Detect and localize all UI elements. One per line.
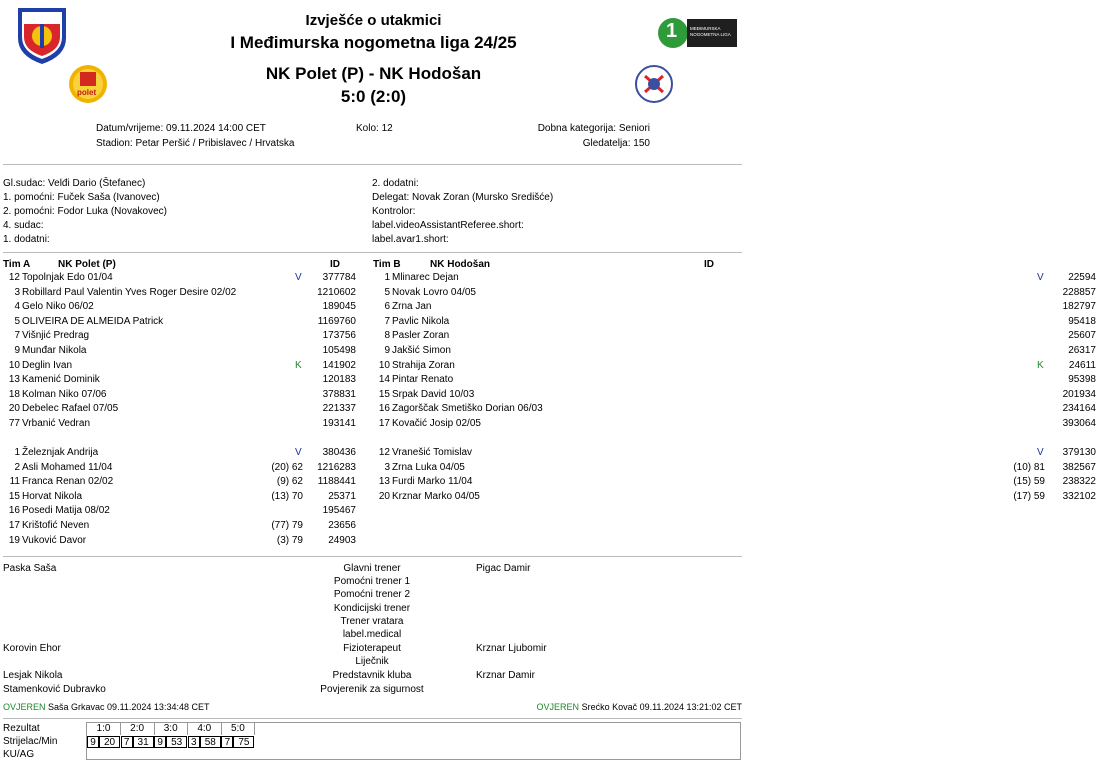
player-number: 5	[384, 286, 390, 298]
player-sub-minute: (17) 59	[1013, 490, 1045, 502]
player-role-mark: V	[295, 447, 302, 458]
official-left-line: 4. sudac:	[3, 220, 44, 231]
away-verified-text: Srećko Kovač 09.11.2024 13:21:02 CET	[581, 702, 742, 712]
player-id: 95418	[1068, 315, 1096, 327]
player-id: 382567	[1062, 461, 1096, 473]
player-number: 7	[14, 330, 20, 342]
player-number: 12	[8, 272, 20, 283]
player-id: 201934	[1062, 388, 1096, 400]
goal-scorer-number: 3	[188, 736, 200, 748]
player-id: 1188441	[317, 476, 356, 488]
player-id: 379130	[1062, 447, 1096, 458]
player-id: 24611	[1068, 359, 1096, 371]
team-a-id-header: ID	[330, 259, 340, 270]
player-number: 14	[378, 374, 390, 386]
player-name: Novak Lovro 04/05	[392, 286, 476, 298]
player-id: 173756	[322, 330, 356, 342]
player-row	[370, 490, 1096, 504]
home-verified-text: Saša Grkavac 09.11.2024 13:34:48 CET	[48, 702, 210, 712]
player-name: Pasler Zoran	[392, 330, 450, 342]
staff-away-name: Pigac Damir	[476, 563, 531, 574]
staff-away-name: Krznar Damir	[476, 670, 535, 681]
team-a-name: NK Polet (P)	[58, 259, 116, 270]
player-number: 9	[14, 345, 20, 356]
away-verified-status: OVJEREN	[536, 702, 580, 712]
player-sub-minute: (13) 70	[271, 490, 303, 502]
staff-home-name: Stamenković Dubravko	[3, 684, 106, 695]
player-id: 25371	[328, 490, 356, 502]
official-left-line: Gl.sudac: Velđi Dario (Štefanec)	[3, 178, 146, 189]
staff-role: Predstavnik kluba	[332, 670, 412, 681]
player-id: 234164	[1062, 403, 1096, 415]
match-title: NK Polet (P) - NK Hodošan	[265, 64, 482, 83]
player-number: 10	[378, 359, 390, 371]
player-number: 5	[14, 315, 20, 327]
player-name: Horvat Nikola	[22, 490, 83, 502]
player-id: 221337	[322, 403, 356, 415]
player-row	[0, 417, 370, 431]
match-datetime: Datum/vrijeme: 09.11.2024 14:00 CET	[96, 123, 266, 134]
player-id: 380436	[322, 447, 356, 458]
goal-score: 3:0	[154, 723, 188, 735]
player-name: Robillard Paul Valentin Yves Roger Desire 02/02	[22, 286, 237, 298]
official-right-line: label.videoAssistantReferee.short:	[372, 220, 524, 231]
player-role-mark: V	[1037, 447, 1044, 458]
player-id: 228857	[1062, 286, 1096, 298]
player-row	[0, 359, 370, 373]
player-row	[370, 402, 1096, 416]
player-name: Pavlic Nikola	[392, 315, 450, 327]
player-number: 13	[8, 374, 20, 386]
player-number: 16	[8, 505, 20, 517]
player-number: 13	[378, 476, 390, 488]
player-number: 6	[384, 301, 390, 313]
player-role-mark: K	[295, 359, 302, 371]
player-number: 15	[378, 388, 390, 400]
goal-scorer-number: 7	[121, 736, 133, 748]
player-id: 1210602	[317, 286, 356, 298]
player-number: 77	[8, 418, 20, 429]
player-row	[0, 446, 370, 460]
team-b-label: Tim B	[373, 259, 401, 270]
player-name: OLIVEIRA DE ALMEIDA Patrick	[22, 315, 164, 327]
goal-score: 1:0	[87, 723, 121, 735]
goal-scorer-number: 9	[154, 736, 166, 748]
player-name: Krznar Marko 04/05	[392, 490, 480, 502]
official-right-line: 2. dodatni:	[372, 178, 419, 189]
player-name: Vrbanić Vedran	[22, 418, 91, 429]
player-sub-minute: (10) 81	[1013, 461, 1045, 473]
home-verified-status: OVJEREN	[3, 702, 46, 712]
player-number: 9	[384, 345, 390, 356]
player-row	[370, 373, 1096, 387]
player-name: Kolman Niko 07/06	[22, 388, 107, 400]
player-number: 7	[384, 315, 390, 327]
staff-role: Trener vratara	[340, 616, 404, 627]
player-row	[0, 534, 370, 548]
goal-minute: 20	[99, 736, 120, 748]
goal-score: 4:0	[188, 723, 222, 735]
player-role-mark: V	[1037, 272, 1044, 283]
player-name: Asli Mohamed 11/04	[22, 461, 113, 473]
team-b-name: NK Hodošan	[430, 259, 490, 270]
player-row	[0, 329, 370, 343]
player-number: 12	[378, 447, 390, 458]
player-number: 10	[8, 359, 20, 371]
staff-home-name: Paska Saša	[3, 563, 57, 574]
staff-role: Fizioterapeut	[343, 643, 401, 654]
player-sub-minute: (77) 79	[271, 520, 303, 531]
report-title: Izvješće o utakmici	[305, 12, 442, 29]
staff-role: Kondicijski trener	[333, 603, 411, 614]
staff-role: Povjerenik za sigurnost	[320, 684, 424, 695]
staff-role: Pomoćni trener 1	[333, 576, 411, 587]
league-logo-caption: MEĐIMURSKA NOGOMETNA LIGA	[690, 26, 731, 37]
player-name: Kovačić Josip 02/05	[392, 418, 481, 429]
player-row	[370, 329, 1096, 343]
goal-minute: 58	[200, 736, 221, 748]
player-row	[0, 388, 370, 402]
player-name: Kamenić Dominik	[22, 374, 100, 386]
player-row	[0, 504, 370, 518]
player-role-mark: K	[1037, 359, 1044, 371]
player-row	[0, 490, 370, 504]
player-number: 11	[9, 476, 20, 488]
player-number: 1	[384, 272, 390, 283]
player-id: 377784	[322, 272, 356, 283]
player-row	[0, 475, 370, 489]
staff-home-name: Lesjak Nikola	[3, 670, 63, 681]
player-name: Pintar Renato	[392, 374, 454, 386]
player-number: 17	[8, 520, 20, 531]
result-grid-frame	[86, 722, 741, 760]
team-b-id-header: ID	[704, 259, 714, 270]
player-row	[0, 402, 370, 416]
official-left-line: 1. dodatni:	[3, 234, 50, 245]
player-row	[370, 271, 1096, 285]
player-name: Topolnjak Edo 01/04	[22, 272, 113, 283]
player-number: 4	[14, 301, 20, 313]
age-category: Dobna kategorija: Seniori	[537, 123, 650, 134]
staff-role: Glavni trener	[343, 563, 401, 574]
player-name: Srpak David 10/03	[392, 388, 475, 400]
official-right-line: Kontrolor:	[372, 206, 416, 217]
player-id: 141902	[322, 359, 356, 371]
player-id: 1216283	[317, 461, 356, 473]
player-id: 105498	[322, 345, 356, 356]
player-sub-minute: (9) 62	[276, 476, 303, 488]
match-round: Kolo: 12	[356, 123, 393, 134]
player-number: 3	[14, 286, 20, 298]
player-row	[370, 417, 1096, 431]
player-id: 182797	[1062, 301, 1096, 313]
player-role-mark: V	[295, 272, 302, 283]
player-sub-minute: (15) 59	[1013, 476, 1045, 488]
player-row	[370, 300, 1096, 314]
official-right-line: label.avar1.short:	[372, 234, 449, 245]
player-row	[0, 286, 370, 300]
player-name: Višnjić Predrag	[22, 330, 90, 342]
player-number: 1	[14, 447, 20, 458]
player-name: Zagorščak Smetiško Dorian 06/03	[392, 403, 543, 415]
official-right-line: Delegat: Novak Zoran (Mursko Središće)	[372, 192, 554, 203]
player-number: 20	[378, 490, 390, 502]
player-name: Munđar Nikola	[22, 345, 87, 356]
staff-role: Liječnik	[355, 656, 389, 667]
scorers-label: Strijelac/Min	[3, 736, 58, 747]
player-id: 1169760	[317, 315, 356, 327]
home-verification	[3, 702, 209, 712]
player-row	[370, 315, 1096, 329]
player-number: 15	[8, 490, 20, 502]
result-label: Rezultat	[3, 723, 40, 734]
player-number: 18	[8, 388, 20, 400]
staff-role: Pomoćni trener 2	[333, 589, 411, 600]
player-row	[370, 475, 1096, 489]
player-id: 332102	[1062, 490, 1096, 502]
player-name: Zrna Luka 04/05	[392, 461, 465, 473]
player-id: 393064	[1062, 418, 1096, 429]
goal-minute: 53	[166, 736, 187, 748]
player-name: Jakšić Simon	[392, 345, 451, 356]
player-id: 378831	[322, 388, 356, 400]
player-row	[370, 359, 1096, 373]
player-row	[370, 461, 1096, 475]
staff-role: label.medical	[342, 629, 402, 640]
official-left-line: 2. pomoćni: Fodor Luka (Novakovec)	[3, 206, 167, 217]
player-name: Debelec Rafael 07/05	[22, 403, 119, 415]
player-name: Vuković Davor	[22, 534, 87, 546]
player-row	[370, 446, 1096, 460]
goal-scorer-number: 9	[87, 736, 99, 748]
player-row	[0, 519, 370, 533]
team-a-label: Tim A	[3, 259, 31, 270]
player-number: 8	[384, 330, 390, 342]
player-row	[370, 388, 1096, 402]
player-id: 23656	[328, 520, 356, 531]
player-id: 22594	[1068, 272, 1096, 283]
player-number: 2	[14, 461, 20, 473]
away-verification	[537, 702, 742, 712]
spectators: Gledatelja: 150	[582, 138, 650, 149]
player-row	[0, 271, 370, 285]
goal-score: 2:0	[121, 723, 155, 735]
player-name: Krištofić Neven	[22, 520, 90, 531]
player-row	[370, 344, 1096, 358]
player-name: Posedi Matija 08/02	[22, 505, 110, 517]
player-name: Železnjak Andrija	[22, 447, 99, 458]
player-id: 95398	[1068, 374, 1096, 386]
staff-home-name: Korovin Ehor	[3, 643, 61, 654]
goal-scorer-number: 7	[221, 736, 233, 748]
player-id: 189045	[322, 301, 356, 313]
staff-away-name: Krznar Ljubomir	[476, 643, 547, 654]
player-number: 3	[384, 461, 390, 473]
match-stadium: Stadion: Petar Peršić / Pribislavec / Hrvatska	[96, 138, 295, 149]
official-left-line: 1. pomoćni: Fuček Saša (Ivanovec)	[3, 192, 160, 203]
player-name: Strahija Zoran	[392, 359, 455, 371]
player-sub-minute: (20) 62	[271, 461, 303, 473]
player-id: 193141	[322, 418, 356, 429]
cards-label: KU/AG	[3, 749, 35, 760]
player-name: Mlinarec Dejan	[392, 272, 459, 283]
player-id: 25607	[1068, 330, 1096, 342]
player-row	[0, 461, 370, 475]
player-name: Vranešić Tomislav	[392, 447, 473, 458]
player-number: 20	[8, 403, 20, 415]
player-name: Deglin Ivan	[22, 359, 73, 371]
player-row	[0, 344, 370, 358]
player-number: 17	[378, 418, 390, 429]
player-name: Zrna Jan	[392, 301, 432, 313]
player-name: Gelo Niko 06/02	[22, 301, 94, 313]
player-id: 120183	[322, 374, 356, 386]
match-score: 5:0 (2:0)	[340, 87, 407, 106]
goal-minute: 75	[233, 736, 254, 748]
player-row	[0, 315, 370, 329]
player-row	[0, 373, 370, 387]
player-id: 195467	[322, 505, 356, 517]
player-row	[370, 286, 1096, 300]
goal-score: 5:0	[221, 723, 255, 735]
player-id: 238322	[1062, 476, 1096, 488]
player-id: 26317	[1068, 345, 1096, 356]
player-name: Furdi Marko 11/04	[392, 476, 473, 488]
player-row	[0, 300, 370, 314]
player-id: 24903	[328, 534, 356, 546]
goal-minute: 31	[133, 736, 154, 748]
league-logo-number: 1	[666, 20, 678, 42]
player-name: Franca Renan 02/02	[22, 476, 114, 488]
home-team-logo-text: polet	[77, 88, 97, 97]
player-number: 16	[378, 403, 390, 415]
league-title: I Međimurska nogometna liga 24/25	[230, 33, 517, 52]
player-sub-minute: (3) 79	[276, 534, 303, 546]
player-number: 19	[8, 534, 20, 546]
